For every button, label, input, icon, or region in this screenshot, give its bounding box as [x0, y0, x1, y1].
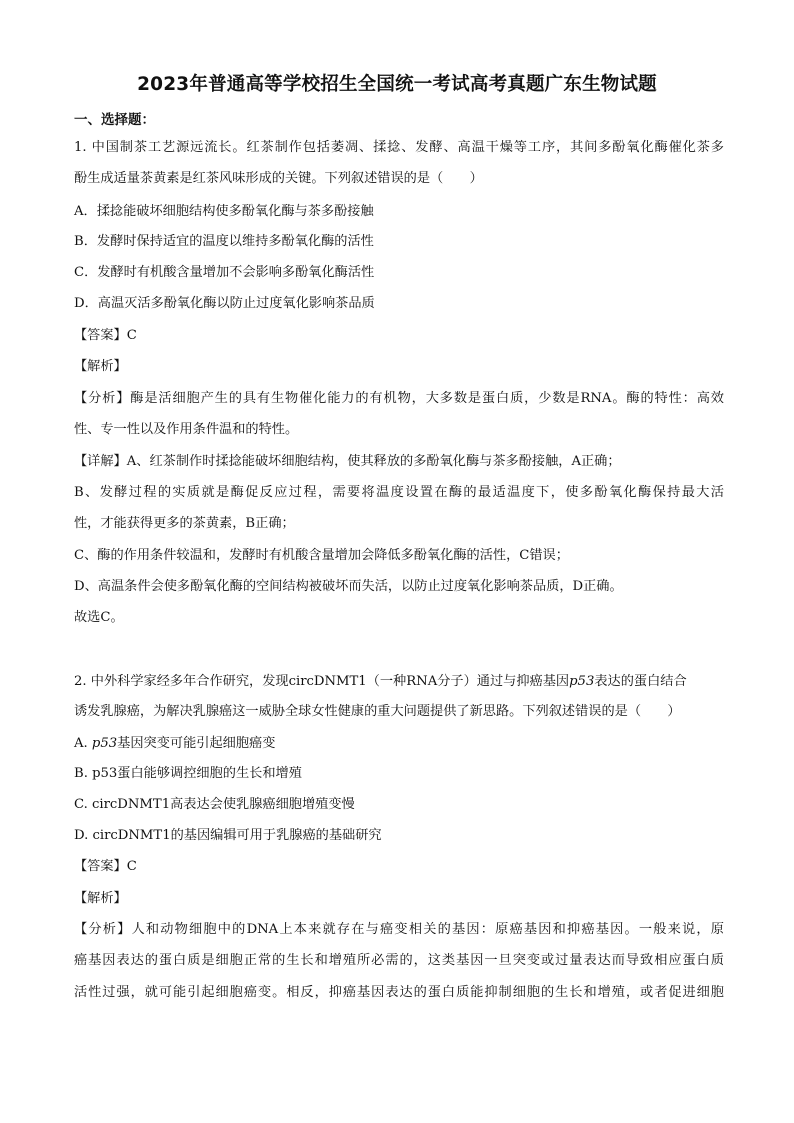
- q2-option-a: [74, 734, 724, 754]
- q2-stem-text: 2. 中外科学家经多年合作研究，发现circDNMT1（一种RNA分子）通过与抑癌基因: [74, 674, 570, 689]
- q2-option-d: D. circDNMT1的基因编辑可用于乳腺癌的基础研究: [74, 828, 382, 843]
- q1-answer: 【答案】C: [74, 328, 137, 343]
- q2-analysis-line: 活性过强，就可能引起细胞癌变。相反，抑癌基因表达的蛋白质能抑制细胞的生长和增殖，或者促进细胞: [74, 985, 724, 1000]
- q2-option-b: B. p53蛋白能够调控细胞的生长和增殖: [74, 766, 302, 781]
- q2-analysis-line: 癌基因表达的蛋白质是细胞正常的生长和增殖所必需的，这类基因一旦突变或过量表达而导致相应蛋白质: [74, 953, 724, 968]
- q2-stem-line: [74, 672, 724, 692]
- q1-detail-line: B、发酵过程的实质就是酶促反应过程，需要将温度设置在酶的最适温度下，使多酚氧化酶保持最大活: [74, 485, 724, 500]
- q1-analysis-line: 【分析】酶是活细胞产生的具有生物催化能力的有机物，大多数是蛋白质，少数是RNA。酶的特性：高效: [74, 391, 724, 406]
- q2-option-a-gene: p53: [91, 736, 118, 751]
- q1-option-d: D．高温灭活多酚氧化酶以防止过度氧化影响茶品质: [74, 296, 375, 311]
- q1-option-b: B．发酵时保持适宜的温度以维持多酚氧化酶的活性: [74, 234, 374, 249]
- q2-analysis-line: 【分析】人和动物细胞中的DNA上本来就存在与癌变相关的基因：原癌基因和抑癌基因。一般来说，原: [74, 922, 724, 937]
- q1-conclusion: 故选C。: [74, 610, 124, 625]
- q2-stem-line: 诱发乳腺癌，为解决乳腺癌这一威胁全球女性健康的重大问题提供了新思路。下列叙述错误的是（ ）: [74, 704, 681, 719]
- q2-option-a-text: 基因突变可能引起细胞癌变: [117, 736, 276, 751]
- q2-answer: 【答案】C: [74, 859, 137, 874]
- q1-stem-line: 酚生成适量茶黄素是红茶风味形成的关键。下列叙述错误的是（ ）: [74, 171, 483, 186]
- q1-option-a: A．揉捻能破坏细胞结构使多酚氧化酶与茶多酚接触: [74, 204, 374, 219]
- section-heading: 一、选择题：: [74, 112, 155, 128]
- q2-option-a-prefix: A.: [74, 736, 92, 751]
- q2-stem-text: 表达的蛋白结合: [594, 674, 687, 689]
- q1-detail-line: D、高温条件会使多酚氧化酶的空间结构被破坏而失活，以防止过度氧化影响茶品质，D正确。: [74, 579, 623, 594]
- q1-detail-line: 性，才能获得更多的茶黄素，B正确；: [74, 516, 295, 531]
- q1-stem-line: 1. 中国制茶工艺源远流长。红茶制作包括萎凋、揉捻、发酵、高温干燥等工序，其间多酚氧化酶催化茶多: [74, 140, 724, 155]
- q2-analysis-label: 【解析】: [74, 891, 127, 906]
- q1-analysis-label: 【解析】: [74, 359, 127, 374]
- q1-option-c: C．发酵时有机酸含量增加不会影响多酚氧化酶活性: [74, 265, 375, 280]
- q1-detail-line: C、酶的作用条件较温和，发酵时有机酸含量增加会降低多酚氧化酶的活性，C错误；: [74, 548, 569, 563]
- q2-option-c: C. circDNMT1高表达会使乳腺癌细胞增殖变慢: [74, 797, 355, 812]
- q1-analysis-line: 性、专一性以及作用条件温和的特性。: [74, 422, 299, 437]
- q1-detail-line: 【详解】A、红茶制作时揉捻能破坏细胞结构，使其释放的多酚氧化酶与茶多酚接触，A正确；: [74, 454, 621, 469]
- page-title: 2023年普通高等学校招生全国统一考试高考真题广东生物试题: [137, 74, 657, 95]
- q2-gene-name: p53: [569, 674, 595, 689]
